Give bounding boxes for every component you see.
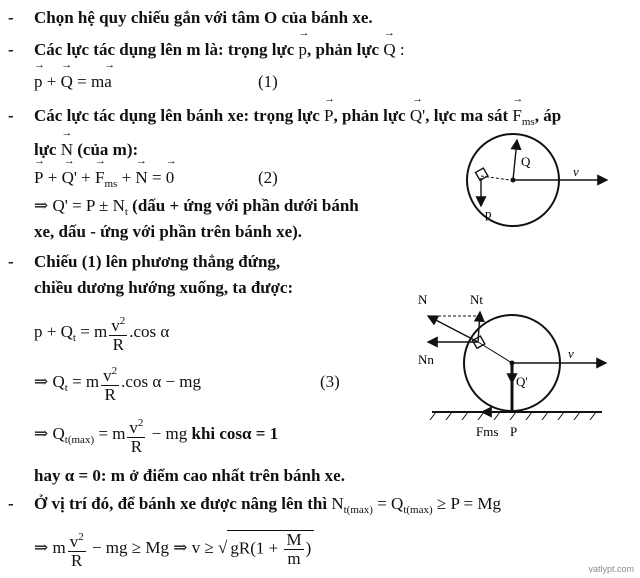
label-p-2: P xyxy=(510,424,518,439)
line-forces-on-wheel: Các lực tác dụng lên bánh xe: trọng lực → P, phản lực → Q', lực ma sát → $F_{ms}$, áp xyxy=(34,106,561,132)
label-q-prime: Q' xyxy=(516,374,528,389)
label-p: p xyxy=(485,206,492,221)
arrow-n xyxy=(428,316,478,342)
watermark: vatlypt.com xyxy=(588,564,634,574)
label-v: v xyxy=(573,164,579,179)
equation-qt-max: ⇒ $Q_{t(max)} = m$ $\frac{v^2}{R}$ − mg khi cosα = 1 xyxy=(34,414,278,456)
label-fms: Fms xyxy=(476,424,499,439)
radius-line-2 xyxy=(478,342,512,363)
equation-final: ⇒ m $\frac{v^2}{R}$ − mg ≥ Mg ⇒ v ≥ √ gR(1 + $\frac{M}{m}$ ) xyxy=(34,528,314,570)
bullet-1: - xyxy=(8,8,14,27)
label-q: Q xyxy=(521,154,531,169)
ground-hatch xyxy=(430,412,596,420)
equation-qt: ⇒ $Q_t = m$ $\frac{v^2}{R}$ .cos α − mg xyxy=(34,362,201,404)
bullet-3: - xyxy=(8,106,14,125)
bullet-4: - xyxy=(8,252,14,271)
line-q-prime-cont: xe, dấu - ứng với phần trên bánh xe). xyxy=(34,222,303,241)
equation-projection: $p + Q_t = m$ $\frac{v^2}{R}$ .cos α xyxy=(34,312,169,354)
equation-2: → P + → Q' + → $F_{ms}$ + → N = → 0 xyxy=(34,168,174,194)
line-projection: Chiếu (1) lên phương thẳng đứng, xyxy=(34,252,281,271)
bullet-5: - xyxy=(8,494,14,513)
label-nt: Nt xyxy=(470,292,483,307)
equation-3-number: (3) xyxy=(320,372,340,391)
arrow-q xyxy=(513,140,517,180)
line-frame-choice: Chọn hệ quy chiếu gắn với tâm O của bánh xe. xyxy=(34,8,373,27)
diagram-wheel-top xyxy=(455,118,615,238)
line-pressure-force: lực → N (của m): xyxy=(34,140,138,160)
bullet-2: - xyxy=(8,40,14,59)
line-forces-on-m: Các lực tác dụng lên m là: trọng lực → p, phản lực → Q : xyxy=(34,40,405,60)
equation-1-number: (1) xyxy=(258,72,278,91)
line-positive-direction: chiều dương hướng xuống, ta được: xyxy=(34,278,294,297)
line-lift-condition: Ở vị trí đó, để bánh xe được nâng lên thì $N_{t(max)} = Q_{t(max)} \ge P = Mg$ xyxy=(34,494,501,516)
label-nn: Nn xyxy=(418,352,434,367)
equation-2-number: (2) xyxy=(258,168,278,187)
diagram-wheel-ground xyxy=(412,288,612,458)
equation-1: → p + → Q = m→ a xyxy=(34,72,112,92)
line-top-point: hay α = 0: m ở điểm cao nhất trên bánh xe. xyxy=(34,466,345,485)
label-v-2: v xyxy=(568,346,574,361)
line-q-prime: ⇒ $Q' = P \pm N_t$ (dấu + ứng với phần dưới bánh xyxy=(34,196,359,218)
label-n: N xyxy=(418,292,428,307)
